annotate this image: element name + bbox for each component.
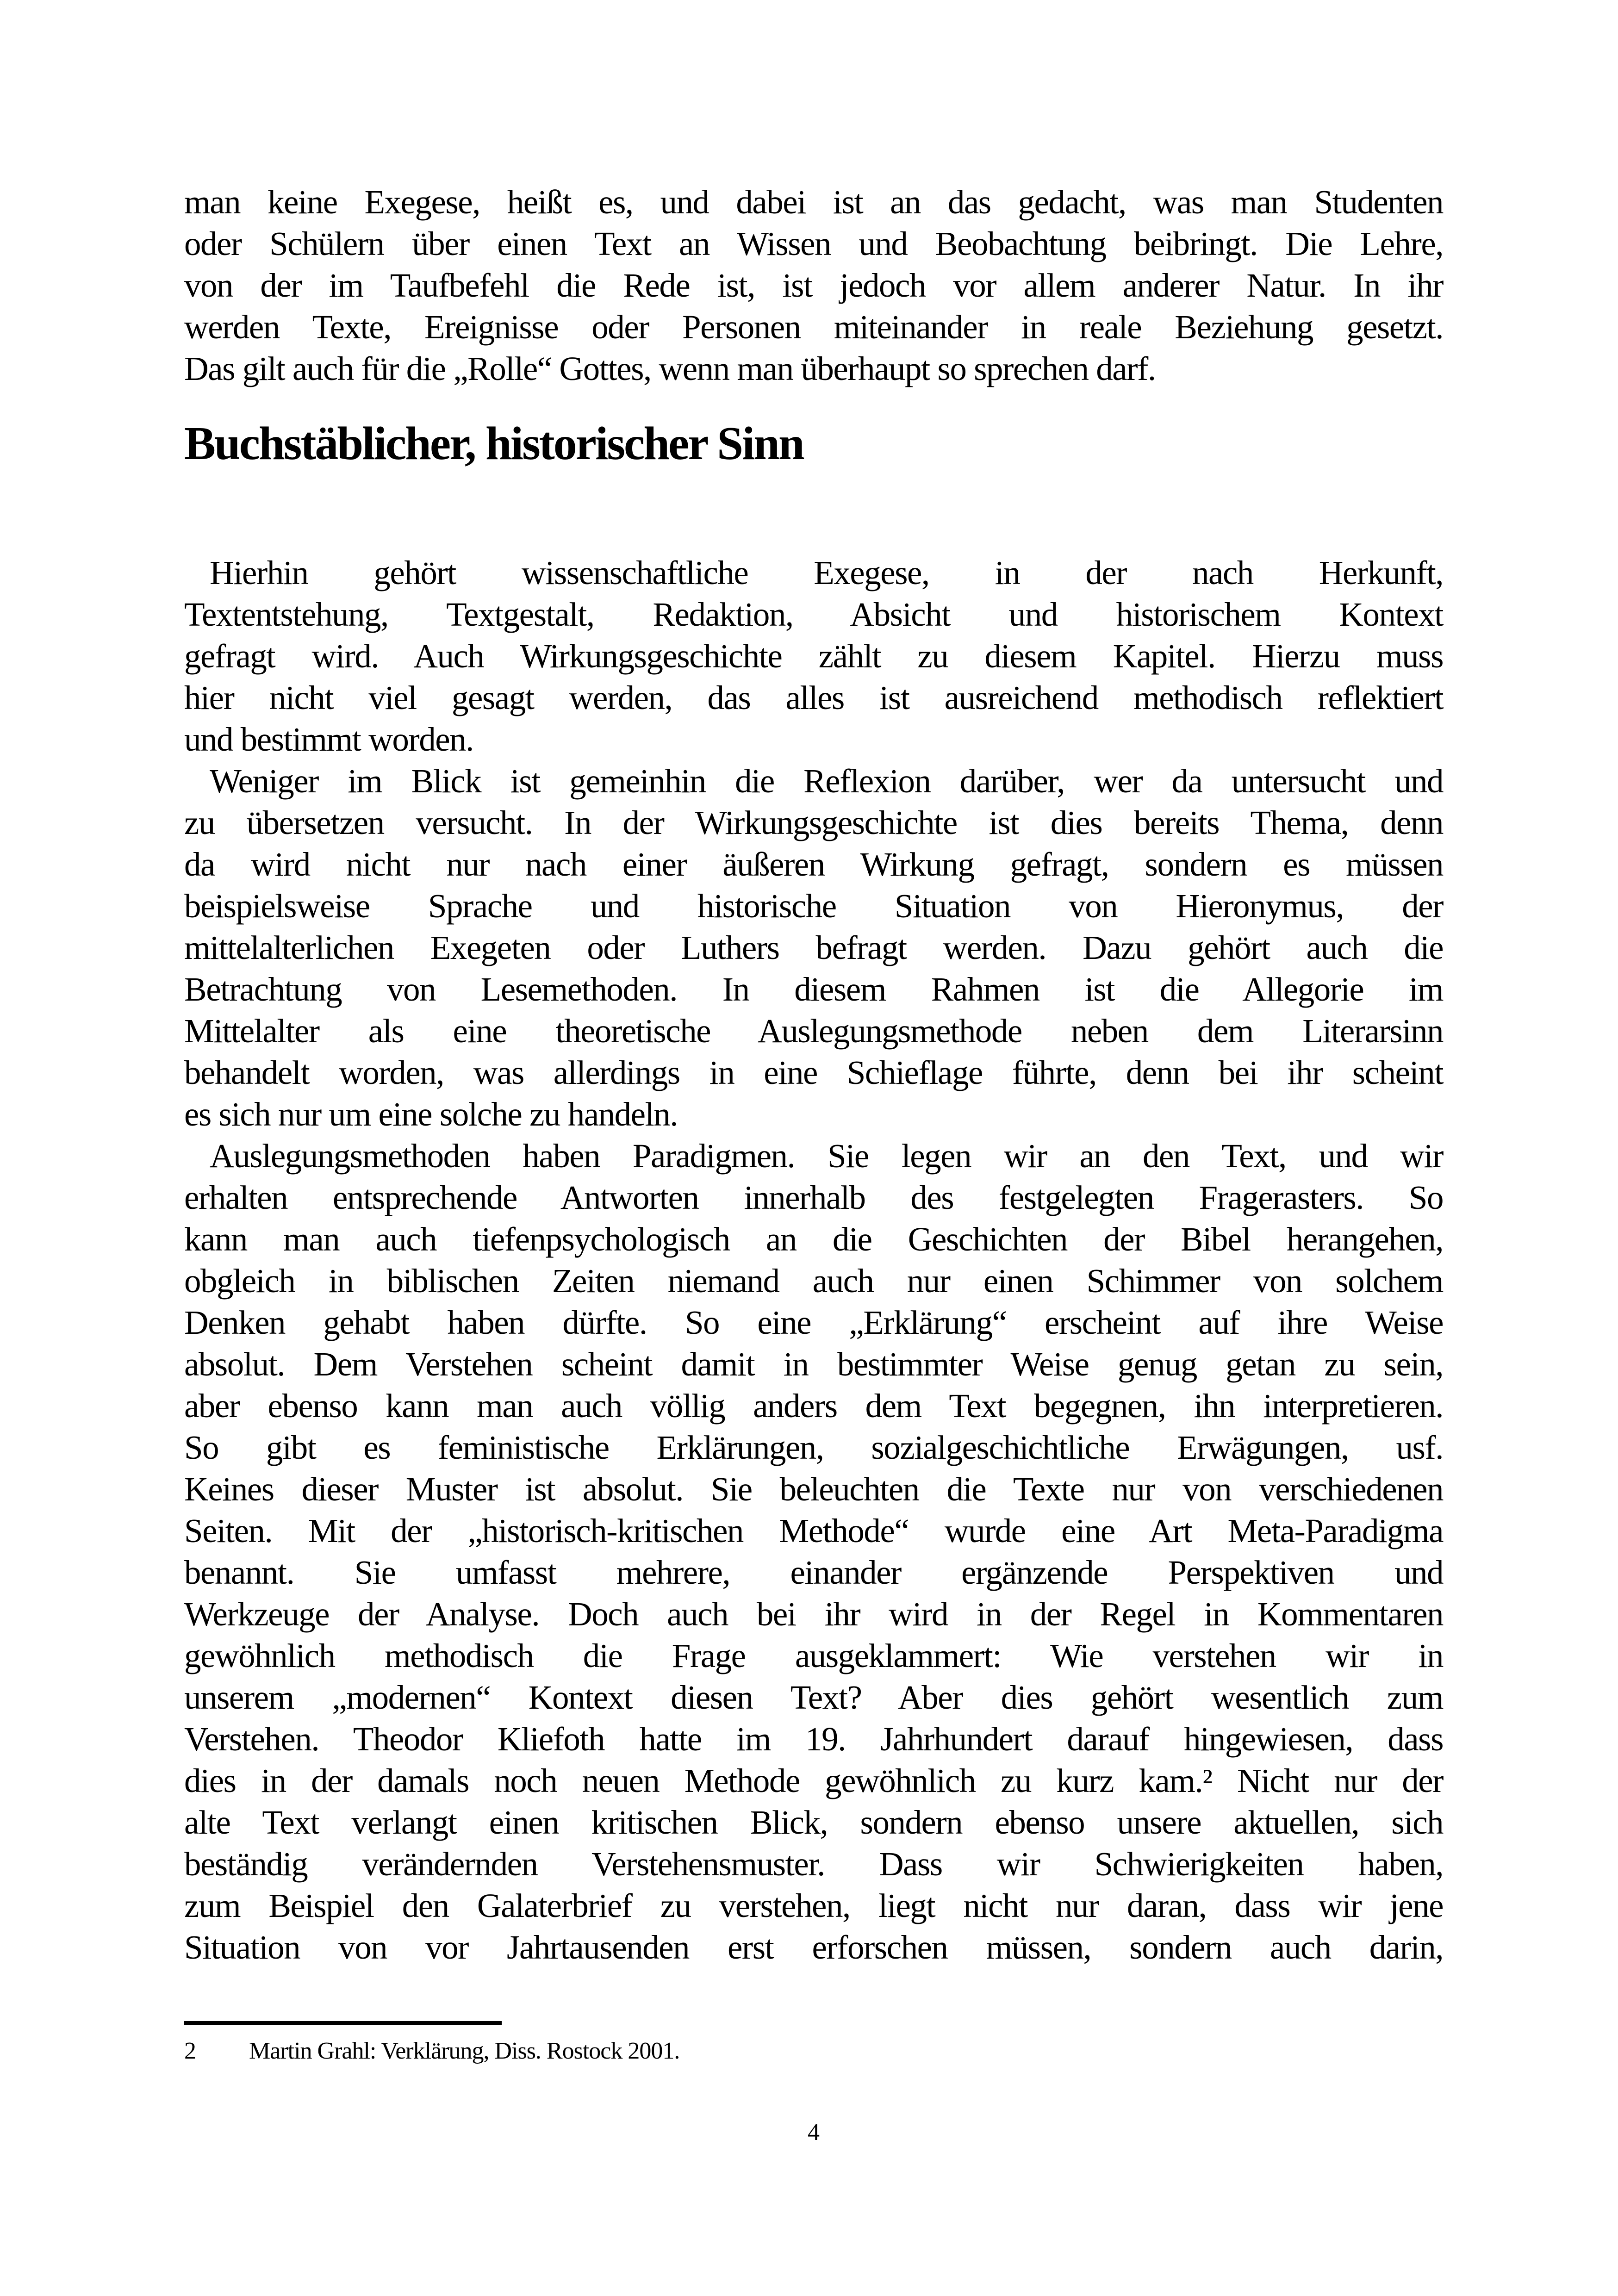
- footnote-text: Martin Grahl: Verklärung, Diss. Rostock 2001.: [249, 2038, 680, 2064]
- text-line: unserem „modernen“ Kontext diesen Text? Aber dies gehört wesentlich zum: [184, 1679, 1443, 1716]
- paragraph: [184, 760, 1443, 1135]
- text-line: Betrachtung von Lesemethoden. In diesem Rahmen ist die Allegorie im: [184, 971, 1443, 1008]
- text-line: beispielsweise Sprache und historische Situation von Hieronymus, der: [184, 887, 1443, 925]
- text-line: dies in der damals noch neuen Methode gewöhnlich zu kurz kam.² Nicht nur der: [184, 1762, 1443, 1799]
- text-line: gewöhnlich methodisch die Frage ausgeklammert: Wie verstehen wir in: [184, 1637, 1443, 1674]
- text-line: Werkzeuge der Analyse. Doch auch bei ihr wird in der Regel in Kommentaren: [184, 1595, 1443, 1633]
- text-line: Weniger im Blick ist gemeinhin die Reflexion darüber, wer da untersucht und: [210, 762, 1443, 800]
- text-line: So gibt es feministische Erklärungen, sozialgeschichtliche Erwägungen, usf.: [184, 1429, 1443, 1466]
- text-line: Keines dieser Muster ist absolut. Sie beleuchten die Texte nur von verschiedenen: [184, 1470, 1443, 1508]
- text-line: werden Texte, Ereignisse oder Personen miteinander in reale Beziehung gesetzt.: [184, 308, 1443, 346]
- text-line: und bestimmt worden.: [184, 721, 473, 758]
- text-line: da wird nicht nur nach einer äußeren Wirkung gefragt, sondern es müssen: [184, 846, 1443, 883]
- text-line: Verstehen. Theodor Kliefoth hatte im 19. Jahrhundert darauf hingewiesen, dass: [184, 1720, 1443, 1758]
- footnote-area: [184, 2021, 1443, 2066]
- text-line: oder Schülern über einen Text an Wissen und Beobachtung beibringt. Die Lehre,: [184, 225, 1443, 262]
- text-block: [184, 181, 1443, 2066]
- text-line: zum Beispiel den Galaterbrief zu verstehen, liegt nicht nur daran, dass wir jene: [184, 1887, 1443, 1924]
- footnote-separator-rule: [184, 2021, 502, 2025]
- text-line: zu übersetzen versucht. In der Wirkungsgeschichte ist dies bereits Thema, denn: [184, 804, 1443, 841]
- text-line: Situation von vor Jahrtausenden erst erforschen müssen, sondern auch darin,: [184, 1929, 1443, 1966]
- text-line: mittelalterlichen Exegeten oder Luthers befragt werden. Dazu gehört auch die: [184, 929, 1443, 966]
- text-line: man keine Exegese, heißt es, und dabei ist an das gedacht, was man Studenten: [184, 183, 1443, 221]
- text-line: es sich nur um eine solche zu handeln.: [184, 1095, 678, 1133]
- text-line: Das gilt auch für die „Rolle“ Gottes, wenn man überhaupt so sprechen darf.: [184, 350, 1156, 387]
- page-number: 4: [808, 2119, 820, 2146]
- text-line: beständig verändernden Verstehensmuster. Dass wir Schwierigkeiten haben,: [184, 1845, 1443, 1883]
- footnote-marker: 2: [184, 2038, 196, 2064]
- paragraph: [184, 181, 1443, 390]
- text-line: alte Text verlangt einen kritischen Blick, sondern ebenso unsere aktuellen, sich: [184, 1804, 1443, 1841]
- text-line: hier nicht viel gesagt werden, das alles ist ausreichend methodisch reflektiert: [184, 679, 1443, 716]
- text-line: benannt. Sie umfasst mehrere, einander ergänzende Perspektiven und: [184, 1554, 1443, 1591]
- text-line: erhalten entsprechende Antworten innerhalb des festgelegten Fragerasters. So: [184, 1179, 1443, 1216]
- text-line: Auslegungsmethoden haben Paradigmen. Sie legen wir an den Text, und wir: [210, 1137, 1443, 1175]
- body-paragraphs: [184, 181, 1443, 1968]
- text-line: kann man auch tiefenpsychologisch an die Geschichten der Bibel herangehen,: [184, 1220, 1443, 1258]
- text-line: Seiten. Mit der „historisch-kritischen Methode“ wurde eine Art Meta-Paradigma: [184, 1512, 1443, 1549]
- text-line: absolut. Dem Verstehen scheint damit in bestimmter Weise genug getan zu sein,: [184, 1345, 1443, 1383]
- text-line: von der im Taufbefehl die Rede ist, ist jedoch vor allem anderer Natur. In ihr: [184, 267, 1443, 304]
- text-line: Hierhin gehört wissenschaftliche Exegese, in der nach Herkunft,: [210, 554, 1443, 591]
- footnote: [184, 2036, 1443, 2066]
- paragraph: [184, 552, 1443, 760]
- text-line: behandelt worden, was allerdings in eine Schieflage führte, denn bei ihr scheint: [184, 1054, 1443, 1091]
- section-heading: Buchstäblicher, historischer Sinn: [184, 417, 803, 470]
- text-line: aber ebenso kann man auch völlig anders dem Text begegnen, ihn interpretieren.: [184, 1387, 1443, 1425]
- text-line: obgleich in biblischen Zeiten niemand auch nur einen Schimmer von solchem: [184, 1262, 1443, 1300]
- text-line: Mittelalter als eine theoretische Auslegungsmethode neben dem Literarsinn: [184, 1012, 1443, 1050]
- text-line: gefragt wird. Auch Wirkungsgeschichte zählt zu diesem Kapitel. Hierzu muss: [184, 637, 1443, 675]
- paragraph: [184, 1135, 1443, 1968]
- text-line: Denken gehabt haben dürfte. So eine „Erklärung“ erscheint auf ihre Weise: [184, 1304, 1443, 1341]
- text-line: Textentstehung, Textgestalt, Redaktion, Absicht und historischem Kontext: [184, 596, 1443, 633]
